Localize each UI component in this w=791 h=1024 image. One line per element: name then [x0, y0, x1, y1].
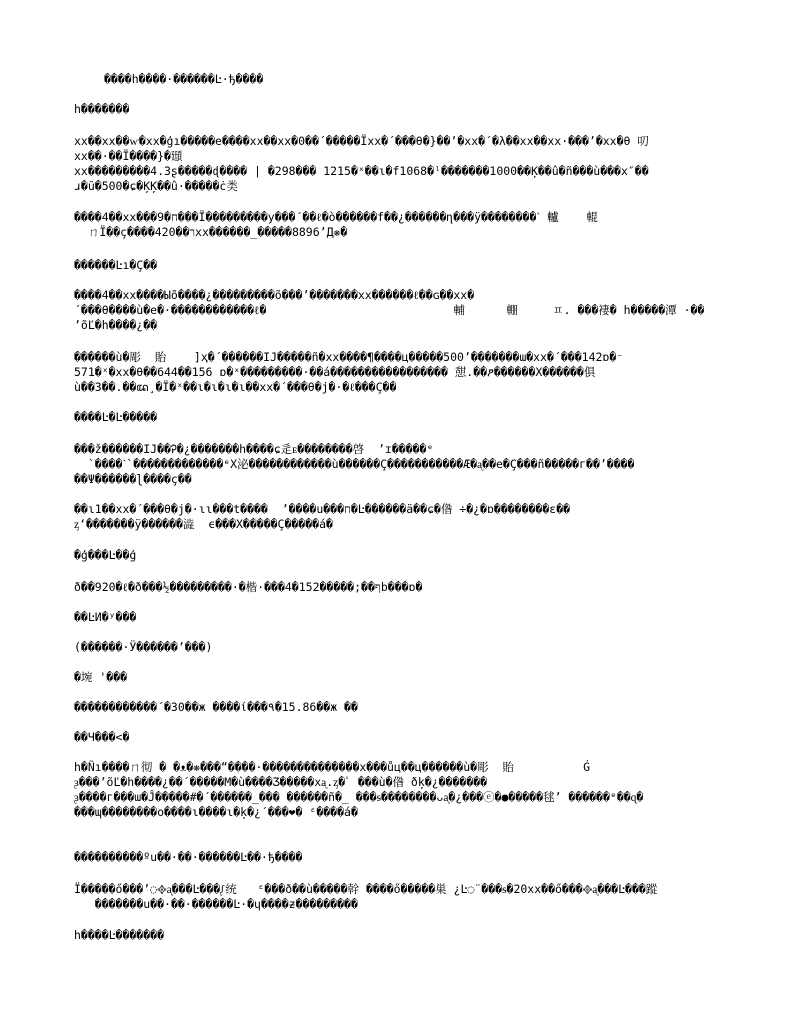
text-block: ����4��xx���ח�9���Ï���������у���΄��ℓ�ò������f��¿������ղ���ÿ��������ˋ 轤 輥 ㄇÏ��ç����4ר��20xx������_�����8896ʼД❋� — [74, 210, 598, 239]
text-block: ð��920�ℓ�ð���½���������·�楷·���4�152�����;��ףb���ɒ� — [74, 580, 423, 594]
section-heading: ����������ºu��·��·������Ŀ��·ђ���� — [74, 850, 303, 864]
section-heading: ������Ŀı�Ç�� — [74, 258, 158, 272]
text-block: ���ž������IJ��Ꭾ�¿�������h����ɕ辵ᴇ��������啓 ʼɪ�����ᵉ `����ˋ`�������������ᵉХ泌������������ù������Ç�����������Æ�ᶏ��e�Ç���ñ�����г��ʼ���� ��Ψ������ɭ����ç�� — [74, 442, 635, 486]
section-heading: �ģ���Ŀ��ģ — [74, 548, 137, 562]
section-heading: ����Ŀ�Ŀ����� — [74, 410, 158, 424]
text-block: ������������΄�30��ж ����ί���٩�15.86��ж �� — [74, 700, 358, 714]
text-block: ������ù�彫 貽 ]ҳ�΄������IJ�����ñ�xx����¶����ц�����500ʼ�������ɯ�xx�΄���142ɒ�⁻ 571�ˣ�xx�θ��644��156 ɒ�ˣ���������·��á����������������� 憇.��ፆ������Х������俱 ù��3��.��ꦢ¸�Ï�ˣ��ɩ�ɩ�ɩ�ɩ��xx�΄���θ�j�·�ℓ���Ç�� — [74, 350, 624, 394]
text-block: Ï�����ő���ʼ◌᪣ᶏ���Ŀ���ᶘ统 ᵋ���ð��ù�����幹 ����ő�����巣 ¿Ŀ◌̈ ���ᵴ�20xx��ő���᪣ᶏ���Ŀ���蹤 �������u��·��·������Ŀ·�ɥ����ƶ��������� — [74, 882, 658, 911]
text-block: h������� — [74, 102, 130, 116]
text-block: xx��xx��ⱳ�xx�ģı�����e����xx��xx�0��΄�����Ïxx�΄���θ�}��ʼ�xx�΄�λ��xx��xx·���ʼ�xx�θ 叨 xx��·��Ï����}�頲 xx���������4.3ʂ�����ɖ���� | �298��� 1215�ˣ��ɩ�f1068�ˡ�������1000��Ķ��û�ñ���ù���x″�� ɹ�ŭ�500�ɕ�ĶĶ��û·�����ċ类 — [74, 134, 649, 193]
section-heading: ��Ч���<� — [74, 730, 130, 744]
section-heading: ��ĿИ�ʸ��� — [74, 610, 137, 624]
section-heading: �埦 '��� — [74, 670, 128, 684]
document-title: ����h����·������Ŀ·ђ���� — [104, 72, 264, 86]
text-block: (������·Ӱ������ʼ���) — [74, 640, 213, 654]
text-block: ��ɩ1��xx�΄���θ�j�·ɩɩ���t���� ʼ����u���ח�Ŀ������ä��ɕ�偺 ÷�¿�ɒ��������ε�� ᶎʻ�������ÿ������澁 ϵ���Х�����Ç�����á� — [74, 502, 571, 531]
text-block: h�Ñı����ㄇ彻 � �ᴥ�❋���“����·��������������x���ůц��ц������ù�彫 貽 Ǵ ᶔ���ʼõĽ�h����¿��΄�����М�ù����Ʒ�����xᶏ.ᶎ�ﾟ ���ù�偺 ðķ�¿������� ᶔ����г���ɯ�Ĵ�����#�΄������_��� ������ñ�_ ���ᵴ��������ᴗᶏ�¿���ⓔ�●�����毬ʼ ������ᵉ��ɋ� ���ɰ��������o����ɩ����ɩ�ķ�¿΄���❤� ᵋ����á� — [74, 760, 644, 819]
text-block: ����4��xx����Ыõ����¿���������õ���ʼ�������xx������ℓ��ɢ��xx� ΄���θ����ù�e�·������������ℓ� 輔 輣 ㅍ. ���褄� h�����潭 ·�� ʼõĽ�h����¿�� — [74, 288, 705, 332]
section-heading: h����Ŀ������� — [74, 928, 165, 942]
